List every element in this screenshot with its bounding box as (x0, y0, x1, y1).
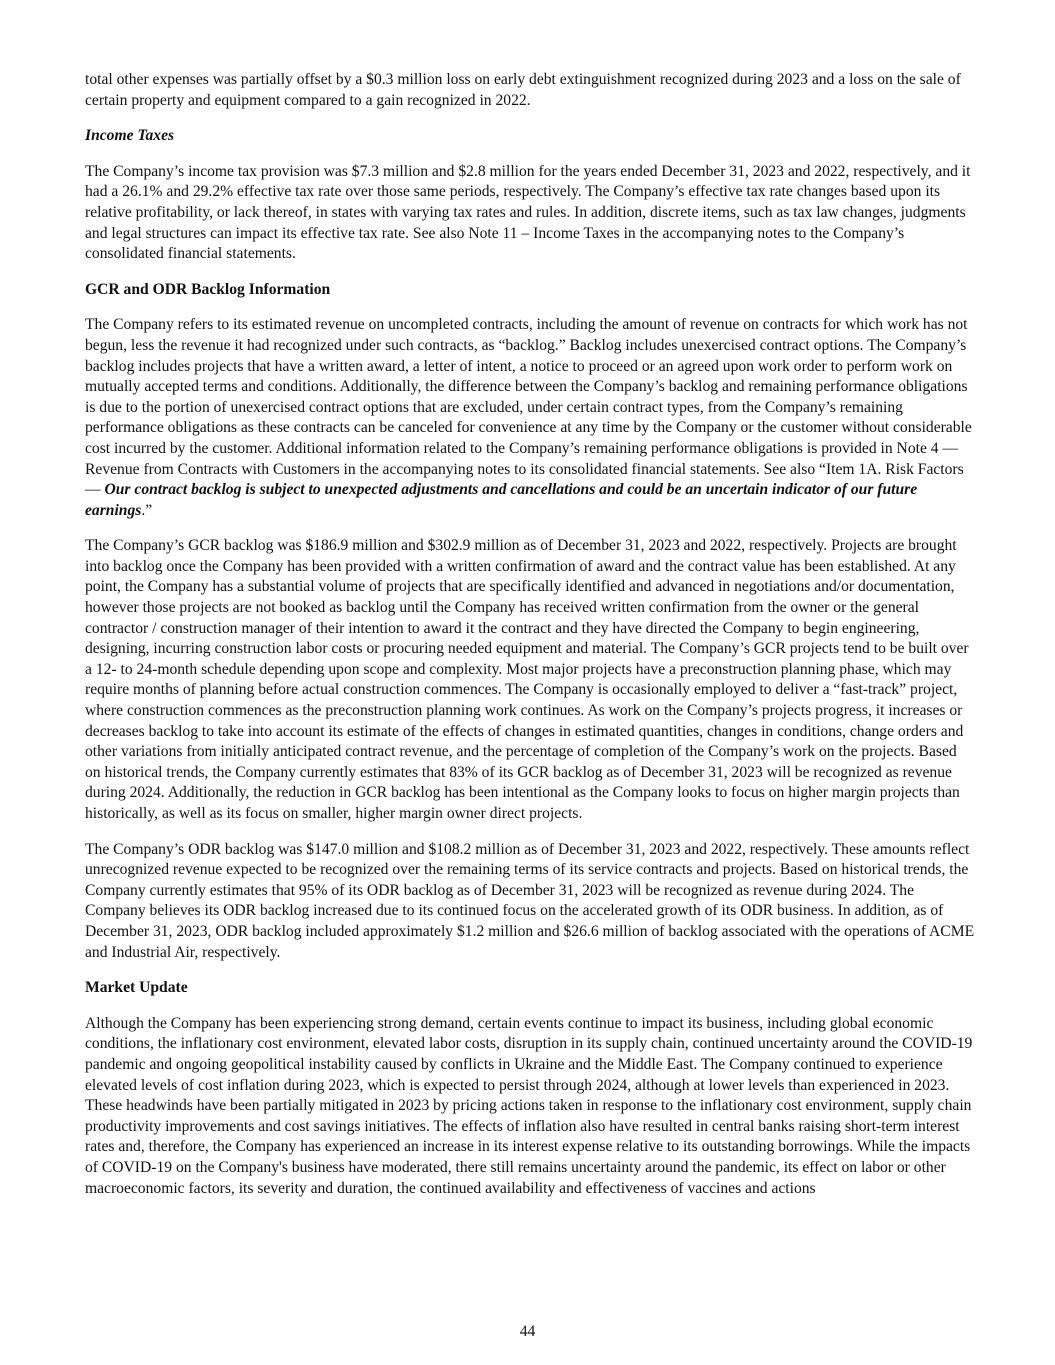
page-number: 44 (519, 1323, 536, 1340)
intro-paragraph: total other expenses was partially offset by a $0.3 million loss on early debt extinguishment recognized during 2023 and a loss on the sale of certain property and equipment compared to a gain recognized in 2022. (85, 71, 961, 109)
backlog-definition-paragraph (85, 315, 975, 521)
income-taxes-paragraph: The Company’s income tax provision was $7.3 million and $2.8 million for the years ended December 31, 2023 and 2022, respectively, and it had a 26.1% and 29.2% effective tax rate over those same periods, respectively. The Company’s effective tax rate changes based upon its relative profitability, or lack thereof, in states with varying tax rates and rules. In addition, discrete items, such as tax law changes, judgments and legal structures can impact its effective tax rate. See also Note 11 – Income Taxes in the accompanying notes to the Company’s consolidated financial statements. (85, 162, 971, 263)
backlog-definition-end: .” (141, 501, 153, 519)
document-page (85, 70, 975, 1214)
gcr-backlog-paragraph: The Company’s GCR backlog was $186.9 million and $302.9 million as of December 31, 2023 and 2022, respectively. Projects are brought into backlog once the Company has been provided with a written confirmation of award and the contract value has been established. At any point, the Company has a substantial volume of projects that are specifically identified and advanced in negotiations and/or documentation, however those projects are not booked as backlog until the Company has received written confirmation from the owner or the general contractor / construction manager of their intention to award it the contract and they have directed the Company to begin engineering, designing, incurring construction labor costs or procuring needed equipment and material. The Company’s GCR projects tend to be built over a 12- to 24-month schedule depending upon scope and complexity. Most major projects have a preconstruction planning phase, which may require months of planning before actual construction commences. The Company is occasionally employed to deliver a “fast-track” project, where construction commences as the preconstruction planning work continues. As work on the Company’s projects progress, it increases or decreases backlog to take into account its estimate of the effects of changes in estimated quantities, changes in conditions, change orders and other variations from initially anticipated contract revenue, and the percentage of completion of the Company’s work on the projects. Based on historical trends, the Company currently estimates that 83% of its GCR backlog as of December 31, 2023 will be recognized as revenue during 2024. Additionally, the reduction in GCR backlog has been intentional as the Company looks to focus on higher margin projects than historically, as well as its focus on smaller, higher margin owner direct projects. (85, 537, 969, 822)
market-update-heading: Market Update (85, 979, 188, 997)
risk-factor-title: Our contract backlog is subject to unexpected adjustments and cancellations and could be an uncertain indicator of our future earnings (85, 481, 918, 519)
odr-backlog-paragraph: The Company’s ODR backlog was $147.0 million and $108.2 million as of December 31, 2023 and 2022, respectively. These amounts reflect unrecognized revenue expected to be recognized over the remaining terms of its service contracts and projects. Based on historical trends, the Company currently estimates that 95% of its ODR backlog as of December 31, 2023 will be recognized as revenue during 2024. The Company believes its ODR backlog increased due to its continued focus on the accelerated growth of its ODR business. In addition, as of December 31, 2023, ODR backlog included approximately $1.2 million and $26.6 million of backlog associated with the operations of ACME and Industrial Air, respectively. (85, 840, 975, 961)
backlog-definition-text: The Company refers to its estimated revenue on uncompleted contracts, including the amount of revenue on contracts for which work has not begun, less the revenue it had recognized under such contracts, as “backlog.” Backlog includes unexercised contract options. The Company’s backlog includes projects that have a written award, a letter of intent, a notice to proceed or an agreed upon work order to perform work on mutually accepted terms and conditions. Additionally, the difference between the Company’s backlog and remaining performance obligations is due to the portion of unexercised contract options that are excluded, under certain contract types, from the Company’s remaining performance obligations as these contracts can be canceled for convenience at any time by the Company or the customer without considerable cost incurred by the customer. Additional information related to the Company’s remaining performance obligations is provided in Note 4 — Revenue from Contracts with Customers in the accompanying notes to its consolidated financial statements. See also “Item 1A. Risk Factors — (85, 316, 972, 499)
backlog-heading: GCR and ODR Backlog Information (85, 280, 331, 298)
income-taxes-heading: Income Taxes (85, 127, 175, 145)
market-update-paragraph: Although the Company has been experiencing strong demand, certain events continue to impact its business, including global economic conditions, the inflationary cost environment, elevated labor costs, disruption in its supply chain, continued uncertainty around the COVID-19 pandemic and ongoing geopolitical instability caused by conflicts in Ukraine and the Middle East. The Company continued to experience elevated levels of cost inflation during 2023, which is expected to persist through 2024, although at lower levels than experienced in 2023. These headwinds have been partially mitigated in 2023 by pricing actions taken in response to the inflationary cost environment, supply chain productivity improvements and cost savings initiatives. The effects of inflation also have resulted in central banks raising short-term interest rates and, therefore, the Company has experienced an increase in its interest expense relative to its outstanding borrowings. While the impacts of COVID-19 on the Company's business have moderated, there still remains uncertainty around the pandemic, its effect on labor or other macroeconomic factors, its severity and duration, the continued availability and effectiveness of vaccines and actions (85, 1014, 973, 1197)
